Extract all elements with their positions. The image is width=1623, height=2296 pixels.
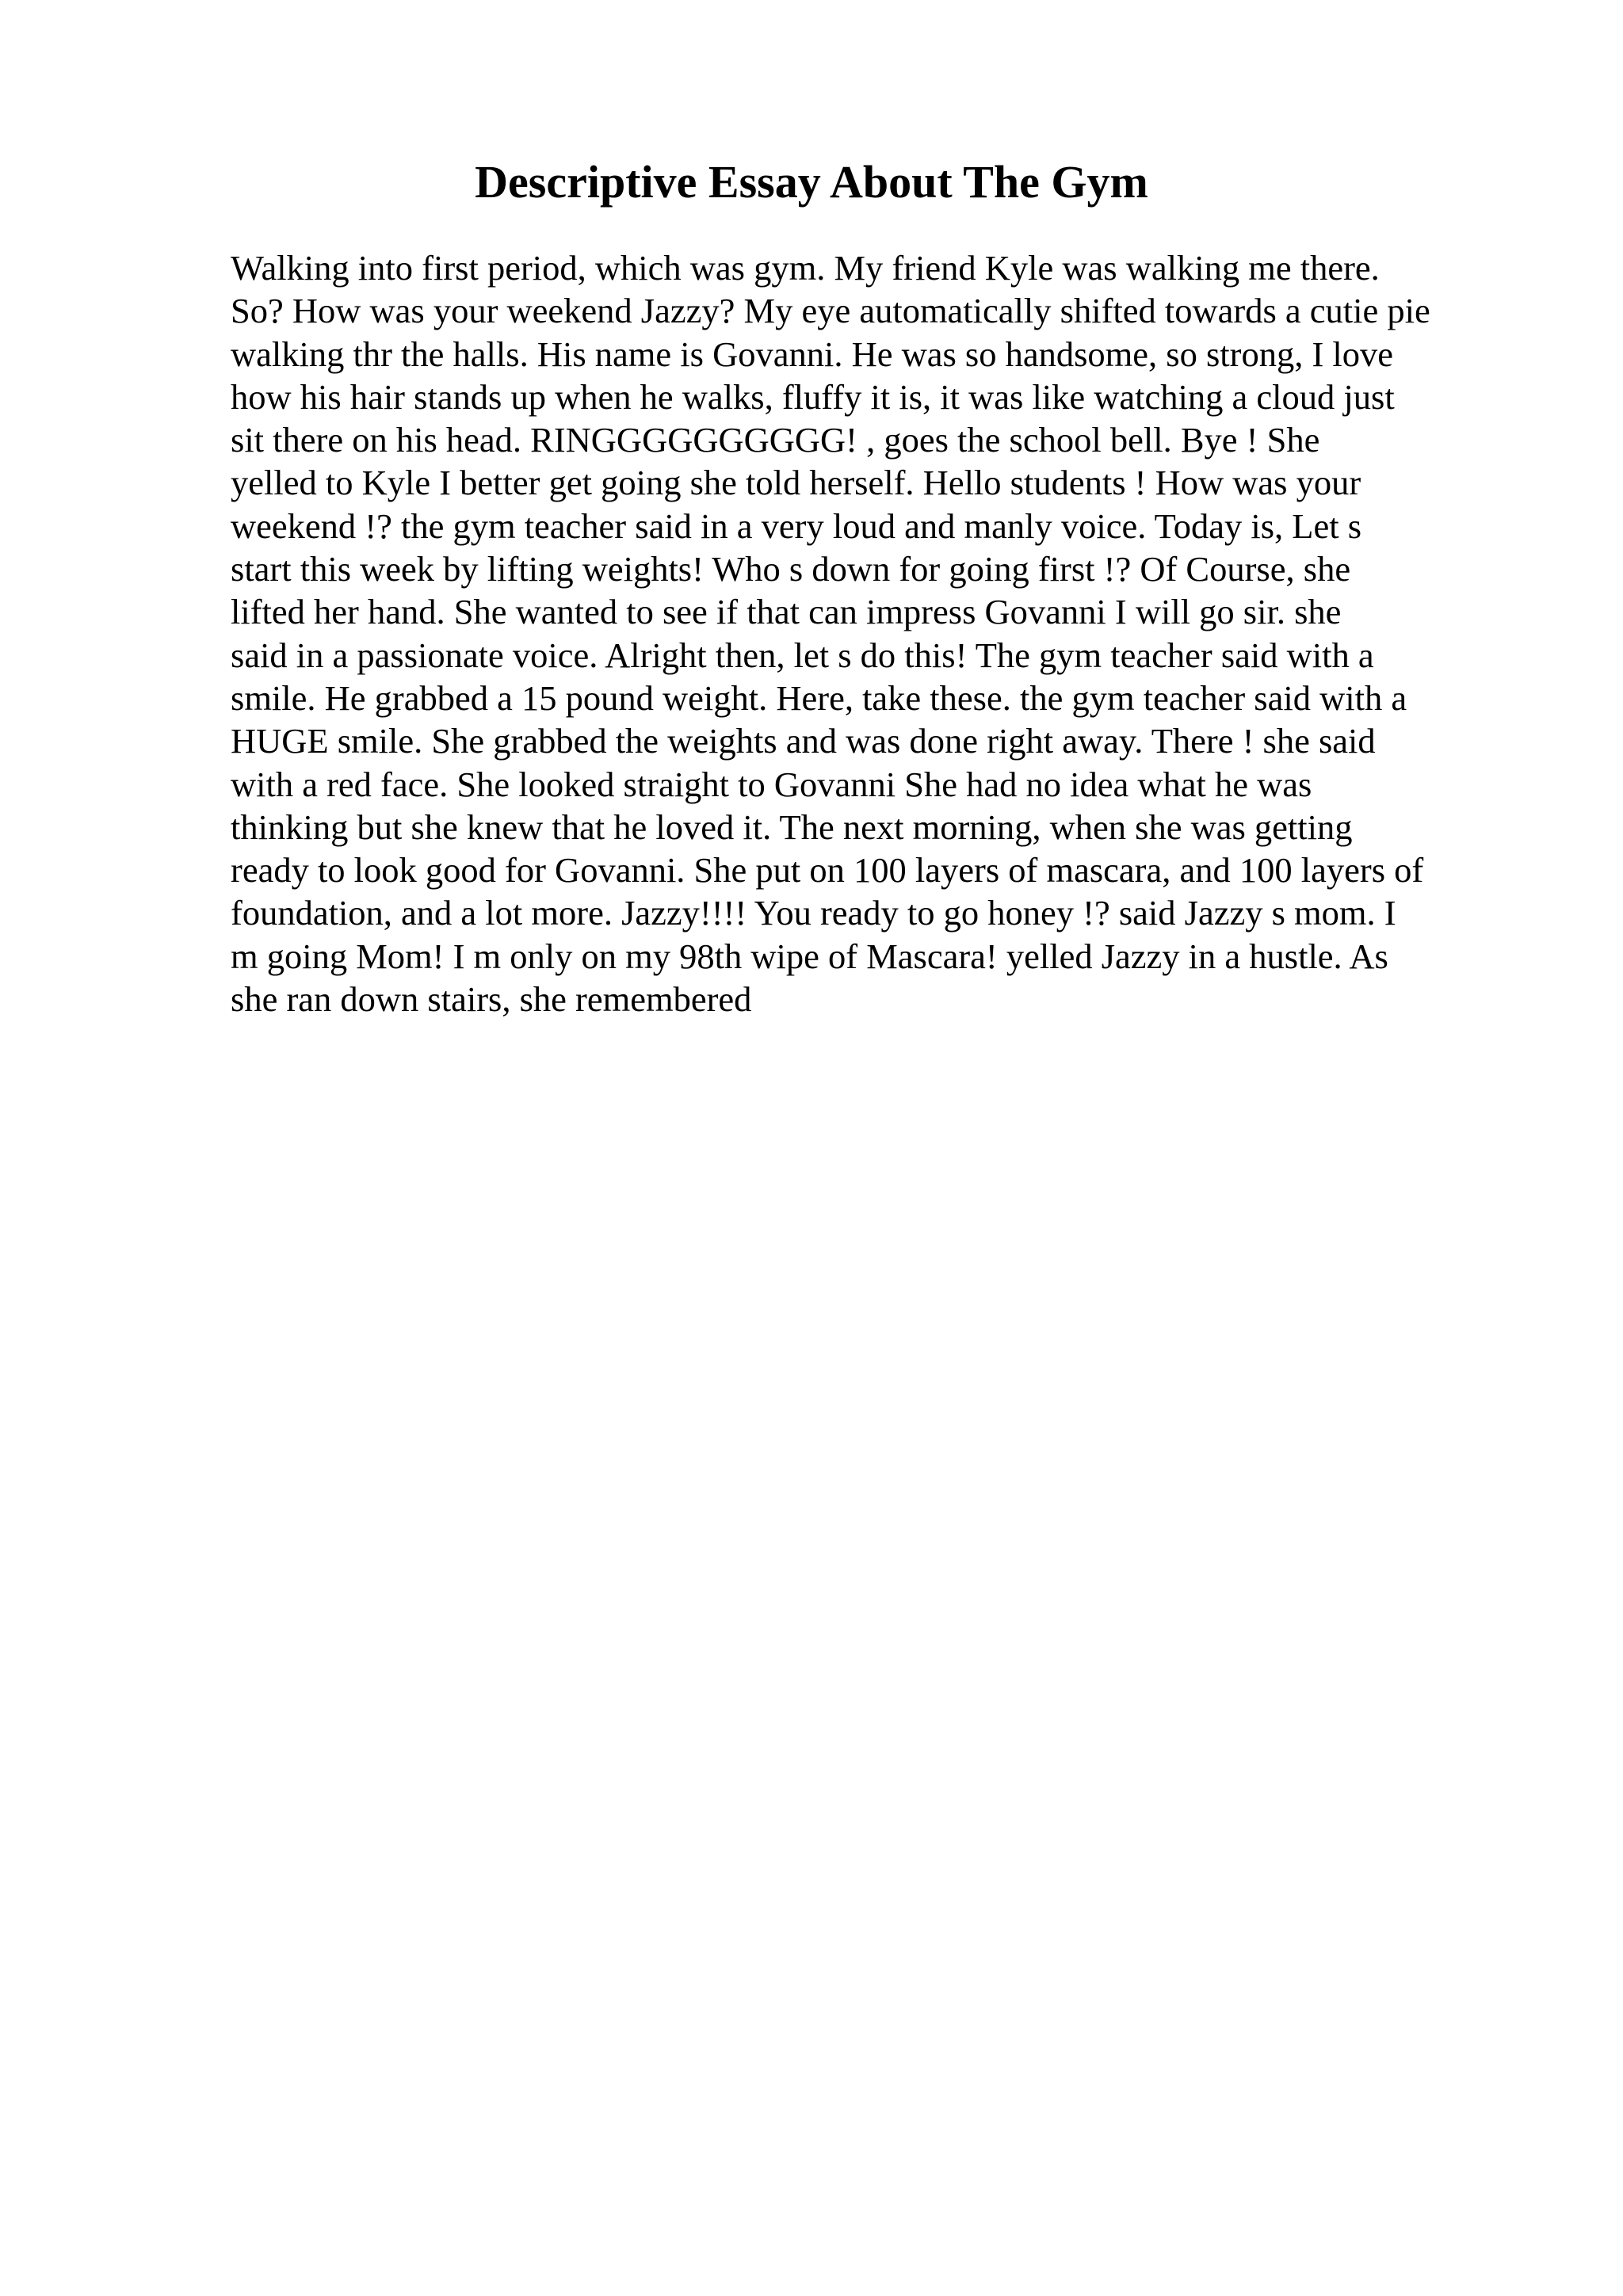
essay-line: foundation, and a lot more. Jazzy!!!! You ready to go honey !? said Jazzy s mom. I [231,893,1396,933]
essay-line: Walking into first period, which was gym. My friend Kyle was walking me there. [231,248,1380,288]
essay-line: with a red face. She looked straight to Govanni She had no idea what he was [231,764,1312,804]
essay-body [231,246,1594,1020]
essay-line: ready to look good for Govanni. She put on 100 layers of mascara, and 100 layers of [231,850,1424,891]
essay-line: smile. He grabbed a 15 pound weight. Here, take these. the gym teacher said with a [231,677,1407,718]
essay-line: she ran down stairs, she remembered [231,979,752,1020]
essay-line: thinking but she knew that he loved it. The next morning, when she was getting [231,807,1353,847]
essay-line: weekend !? the gym teacher said in a very loud and manly voice. Today is, Let s [231,505,1362,546]
essay-line: start this week by lifting weights! Who s down for going first !? Of Course, she [231,549,1351,589]
essay-line: m going Mom! I m only on my 98th wipe of Mascara! yelled Jazzy in a hustle. As [231,936,1388,976]
essay-line: sit there on his head. RINGGGGGGGGGG! , goes the school bell. Bye ! She [231,420,1320,460]
essay-line: yelled to Kyle I better get going she told herself. Hello students ! How was your [231,463,1361,503]
page-title: Descriptive Essay About The Gym [475,156,1148,208]
essay-line: So? How was your weekend Jazzy? My eye automatically shifted towards a cutie pie [231,291,1430,331]
essay-line: lifted her hand. She wanted to see if that can impress Govanni I will go sir. she [231,592,1342,632]
essay-line: HUGE smile. She grabbed the weights and was done right away. There ! she said [231,721,1376,761]
essay-line: said in a passionate voice. Alright then, let s do this! The gym teacher said with a [231,635,1374,675]
essay-line: how his hair stands up when he walks, fluffy it is, it was like watching a cloud just [231,376,1395,417]
essay-line: walking thr the halls. His name is Govanni. He was so handsome, so strong, I love [231,334,1394,374]
